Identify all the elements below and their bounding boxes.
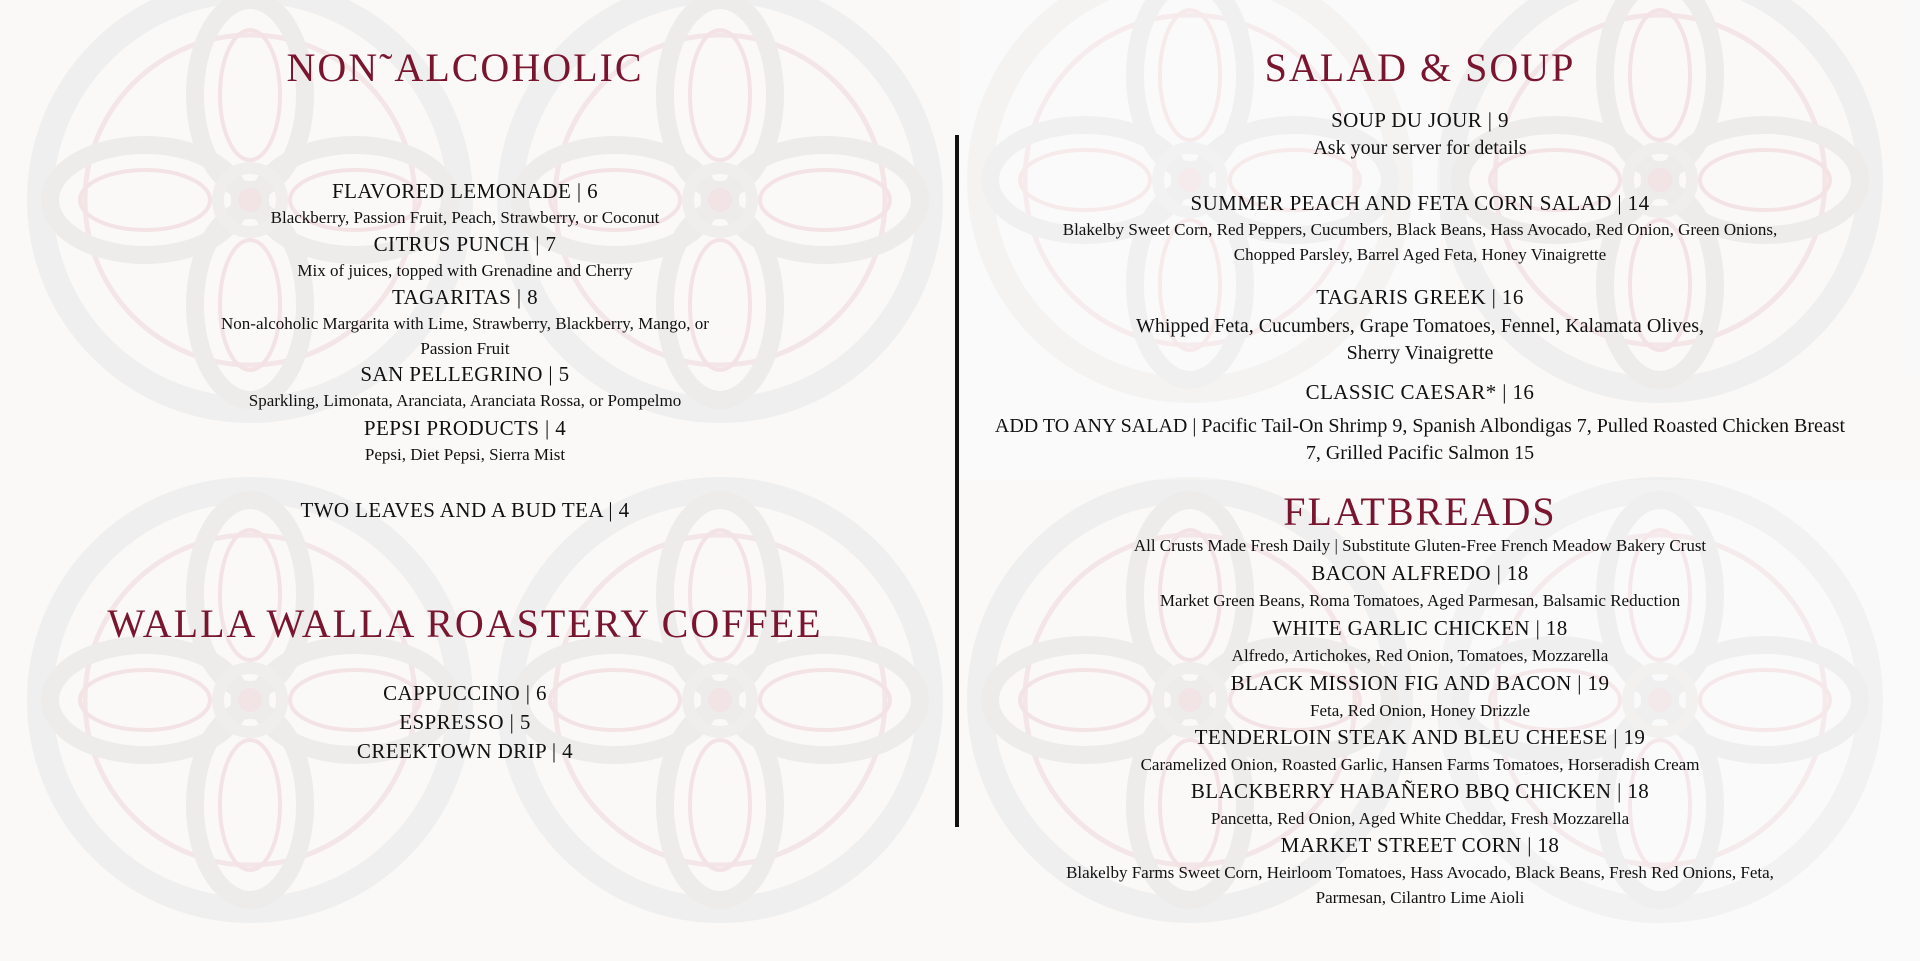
menu-item-name: CITRUS PUNCH | 7 xyxy=(373,232,557,256)
menu-item-description: Non-alcoholic Margarita with Lime, Strawberry, Blackberry, Mango, or Passion Fruit xyxy=(221,314,709,358)
menu-item-name: TAGARIS GREEK | 16 xyxy=(1316,285,1524,309)
column-divider xyxy=(955,135,959,827)
menu-item-name: FLAVORED LEMONADE | 6 xyxy=(332,179,598,203)
menu-item-name: CLASSIC CAESAR* | 16 xyxy=(1305,380,1535,404)
menu-item-name: SAN PELLEGRINO | 5 xyxy=(360,362,570,386)
coffee-heading: WALLA WALLA ROASTERY COFFEE xyxy=(107,601,823,646)
menu-item-description: Sparkling, Limonata, Aranciata, Aranciata Rossa, or Pompelmo xyxy=(248,391,682,410)
menu-item-description: Caramelized Onion, Roasted Garlic, Hansen Farms Tomatoes, Horseradish Cream xyxy=(1140,755,1700,774)
flatbreads-heading: FLATBREADS xyxy=(1283,489,1557,534)
menu-item-name: PEPSI PRODUCTS | 4 xyxy=(363,416,567,440)
menu-item-name: CREEKTOWN DRIP | 4 xyxy=(356,739,574,763)
menu-item-name: ESPRESSO | 5 xyxy=(399,710,531,734)
menu-item-description: Market Green Beans, Roma Tomatoes, Aged Parmesan, Balsamic Reduction xyxy=(1159,591,1681,610)
menu-item-description: Pancetta, Red Onion, Aged White Cheddar, Fresh Mozzarella xyxy=(1210,809,1630,828)
non-alcoholic-heading: NON˜ALCOHOLIC xyxy=(286,45,644,90)
menu-item-name: SOUP DU JOUR | 9 xyxy=(1331,108,1509,132)
add-to-salad-note: ADD TO ANY SALAD | Pacific Tail-On Shrimp 9, Spanish Albondigas 7, Pulled Roasted Chicken Breast 7, Grilled Pacific Salmon 15 xyxy=(994,415,1846,464)
menu-item-name: TAGARITAS | 8 xyxy=(391,285,539,309)
menu-item-name: CAPPUCCINO | 6 xyxy=(383,681,547,705)
menu-item-name: TWO LEAVES AND A BUD TEA | 4 xyxy=(300,498,630,522)
menu-item-name: SUMMER PEACH AND FETA CORN SALAD | 14 xyxy=(1190,191,1650,215)
menu-item-description: Alfredo, Artichokes, Red Onion, Tomatoes, Mozzarella xyxy=(1231,646,1609,665)
menu-item-description: Whipped Feta, Cucumbers, Grape Tomatoes, Fennel, Kalamata Olives, Sherry Vinaigrette xyxy=(1135,315,1705,364)
salad-soup-heading: SALAD & SOUP xyxy=(1264,45,1576,90)
menu-item-name: BLACKBERRY HABAÑERO BBQ CHICKEN | 18 xyxy=(1190,779,1650,803)
flatbreads-subheading: All Crusts Made Fresh Daily | Substitute Gluten-Free French Meadow Bakery Crust xyxy=(1133,536,1707,555)
menu-item-description: Blakelby Farms Sweet Corn, Heirloom Tomatoes, Hass Avocado, Black Beans, Fresh Red Onions, Feta, Parmesan, Cilantro Lime Aioli xyxy=(1066,863,1774,907)
menu-item-description: Blakelby Sweet Corn, Red Peppers, Cucumbers, Black Beans, Hass Avocado, Red Onion, Green Onions, Chopped Parsley, Barrel Aged Feta, Honey Vinaigrette xyxy=(1062,220,1778,264)
menu-item-name: WHITE GARLIC CHICKEN | 18 xyxy=(1272,616,1568,640)
menu-item-description: Pepsi, Diet Pepsi, Sierra Mist xyxy=(364,445,566,464)
menu-item-name: BLACK MISSION FIG AND BACON | 19 xyxy=(1230,671,1610,695)
menu-item-name: MARKET STREET CORN | 18 xyxy=(1280,833,1560,857)
menu-item-description: Ask your server for details xyxy=(1313,137,1527,159)
menu-item-name: TENDERLOIN STEAK AND BLEU CHEESE | 19 xyxy=(1194,725,1646,749)
menu-item-name: BACON ALFREDO | 18 xyxy=(1311,561,1529,585)
menu-item-description: Mix of juices, topped with Grenadine and Cherry xyxy=(297,261,633,280)
menu-item-description: Feta, Red Onion, Honey Drizzle xyxy=(1310,701,1530,720)
menu-item-description: Blackberry, Passion Fruit, Peach, Strawberry, or Coconut xyxy=(270,208,660,227)
